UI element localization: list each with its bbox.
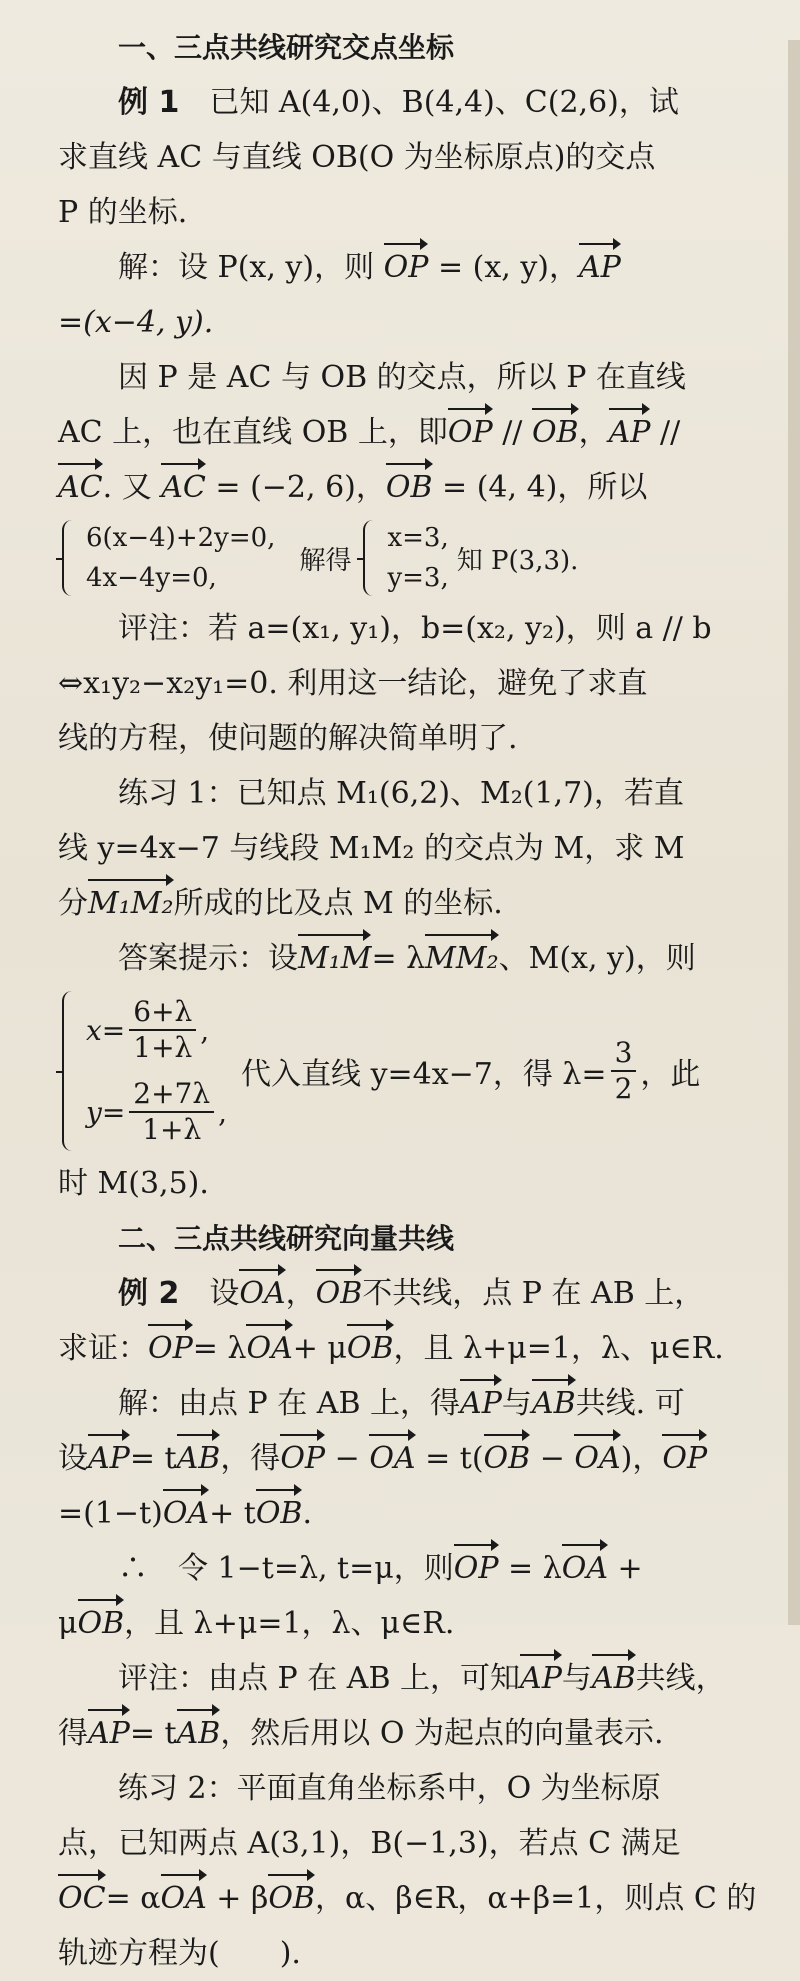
vector-op: OP (448, 405, 493, 460)
vector-op: OP (454, 1541, 499, 1596)
vector-ap: AP (579, 240, 621, 295)
example-1-label: 例 1 (118, 85, 180, 120)
vector-ac: AC (58, 460, 103, 515)
vector-ab: AB (532, 1376, 576, 1431)
vector-op: OP (148, 1321, 193, 1376)
x-fraction: $\frac{6+\lambda}{1+\lambda}$ (129, 995, 196, 1065)
left-brace (62, 520, 76, 596)
answer-1-system: x= $\frac{6+\lambda}{1+\lambda}$ , y= $\frac{2+7\lambda}{1+\lambda}$ , 代入直线 y=4x−7，得 λ= $\frac{3}{2}$ ，此 (58, 986, 720, 1156)
solution-y: y=3, (387, 563, 449, 593)
vector-ab: AB (177, 1706, 221, 1761)
substitute-text: 代入直线 y=4x−7，得 λ= (241, 1057, 607, 1092)
note-2-line-2: 得AP= tAB，然后用以 O 为起点的向量表示. (58, 1706, 720, 1761)
example-1-line-3: P 的坐标. (58, 195, 188, 230)
solution-1-system (58, 515, 720, 601)
example-2-line-2: 求证：OP= λOA+ μOB，且 λ+μ=1，λ、μ∈R. (58, 1321, 720, 1376)
equation-1: 6(x−4)+2y=0, (86, 523, 276, 553)
section-heading-1: 一、三点共线研究交点坐标 (118, 31, 455, 64)
vector-oa: OA (163, 1486, 209, 1541)
equation-system (62, 518, 275, 598)
vector-m1m2: M₁M₂ (88, 876, 174, 931)
y-fraction: $\frac{2+7\lambda}{1+\lambda}$ (129, 1077, 214, 1147)
vector-op: OP (280, 1431, 325, 1486)
example-2-label: 例 2 (118, 1276, 180, 1311)
x-expression: x= $\frac{6+\lambda}{1+\lambda}$ , (86, 995, 210, 1064)
vector-ap: AP (609, 405, 651, 460)
solution-2-line-1: 解：由点 P 在 AB 上，得AP与AB共线. 可 (58, 1376, 720, 1431)
vector-ap: AP (520, 1651, 562, 1706)
answer-1-last-line: 时 M(3,5). (58, 1166, 209, 1201)
solution-2-line-3: =(1−t)OA+ tOB. (58, 1486, 720, 1541)
example-2-line-1: 例 2 设OA，OB不共线，点 P 在 AB 上， (58, 1266, 720, 1321)
practice-2-line-1: 练习 2：平面直角坐标系中，O 为坐标原 (118, 1771, 661, 1806)
vector-ob: OB (256, 1486, 303, 1541)
answer-1-line-1: 答案提示：设M₁M= λMM₂、M(x, y)，则 (58, 931, 720, 986)
practice-2-line-3: OC= αOA + βOB，α、β∈R，α+β=1，则点 C 的 (58, 1871, 720, 1926)
vector-mm2: MM₂ (425, 931, 498, 986)
solution-x: x=3, (387, 523, 449, 553)
vector-ap: AP (460, 1376, 502, 1431)
section-heading-2: 二、三点共线研究向量共线 (118, 1222, 455, 1255)
vector-ac: AC (161, 460, 206, 515)
solution-2-line-2: 设AP= tAB，得OP − OA = t(OB − OA)，OP (58, 1431, 720, 1486)
vector-m1m: M₁M (298, 931, 371, 986)
example-1-line-1: 例 1 已知 A(4,0)、B(4,4)、C(2,6)，试 (118, 85, 679, 120)
lambda-fraction: $\frac{3}{2}$ (611, 1036, 637, 1106)
page-edge (788, 40, 800, 1625)
vector-ob: OB (532, 405, 579, 460)
solution-2-line-4: ∴ 令 1−t=λ, t=μ，则OP = λOA + (58, 1541, 720, 1596)
solution-1-line-5: AC. 又 AC = (−2, 6)，OB = (4, 4)，所以 (58, 460, 720, 515)
vector-op: OP (384, 240, 429, 295)
vector-ap: AP (88, 1431, 130, 1486)
vector-ab: AB (177, 1431, 221, 1486)
vector-op: OP (662, 1431, 707, 1486)
note-1-line-2: ⇔x₁y₂−x₂y₁=0. 利用这一结论，避免了求直 (58, 666, 648, 701)
vector-ob: OB (386, 460, 433, 515)
vector-oa: OA (574, 1431, 620, 1486)
solution-1-line-1: 解：设 P(x, y)，则 OP = (x, y)，AP (58, 240, 720, 295)
practice-2-line-4: 轨迹方程为( ). (58, 1936, 301, 1971)
vector-ob: OB (316, 1266, 363, 1321)
practice-1-line-3: 分M₁M₂所成的比及点 M 的坐标. (58, 876, 720, 931)
vector-oa: OA (562, 1541, 608, 1596)
note-1-line-1: 评注：若 a=(x₁, y₁)，b=(x₂, y₂)，则 a // b (118, 611, 712, 646)
solve-text: 解得 (299, 545, 352, 576)
vector-ob: OB (347, 1321, 394, 1376)
solution-1-line-4: AC 上，也在直线 OB 上，即OP // OB，AP // (58, 405, 720, 460)
equation-2: 4x−4y=0, (86, 563, 217, 593)
result-text: 知 P(3,3). (456, 545, 579, 576)
vector-ab: AB (592, 1651, 636, 1706)
solution-1-line-3: 因 P 是 AC 与 OB 的交点，所以 P 在直线 (118, 360, 686, 395)
vector-ob: OB (78, 1596, 125, 1651)
practice-1-line-1: 练习 1：已知点 M₁(6,2)、M₂(1,7)，若直 (118, 776, 684, 811)
vector-oa: OA (239, 1266, 285, 1321)
solution-system (363, 518, 448, 598)
vector-oa: OA (369, 1431, 415, 1486)
left-brace (363, 520, 377, 596)
vector-ob: OB (268, 1871, 315, 1926)
vector-ob: OB (484, 1431, 531, 1486)
note-2-line-1: 评注：由点 P 在 AB 上，可知AP与AB共线， (58, 1651, 720, 1706)
y-expression: y= $\frac{2+7\lambda}{1+\lambda}$ , (86, 1077, 228, 1146)
solution-1-line-2: =(x−4, y). (58, 305, 214, 340)
solution-2-line-5: μOB，且 λ+μ=1，λ、μ∈R. (58, 1596, 720, 1651)
example-1-line-2: 求直线 AC 与直线 OB(O 为坐标原点)的交点 (58, 140, 656, 175)
left-brace (62, 991, 76, 1151)
practice-1-line-2: 线 y=4x−7 与线段 M₁M₂ 的交点为 M，求 M (58, 831, 685, 866)
vector-oa: OA (246, 1321, 292, 1376)
vector-oa: OA (161, 1871, 207, 1926)
vector-oc: OC (58, 1871, 106, 1926)
note-1-line-3: 线的方程，使问题的解决简单明了. (58, 721, 518, 756)
parametric-system (62, 989, 227, 1153)
vector-ap: AP (88, 1706, 130, 1761)
practice-2-line-2: 点，已知两点 A(3,1)，B(−1,3)，若点 C 满足 (58, 1826, 681, 1861)
